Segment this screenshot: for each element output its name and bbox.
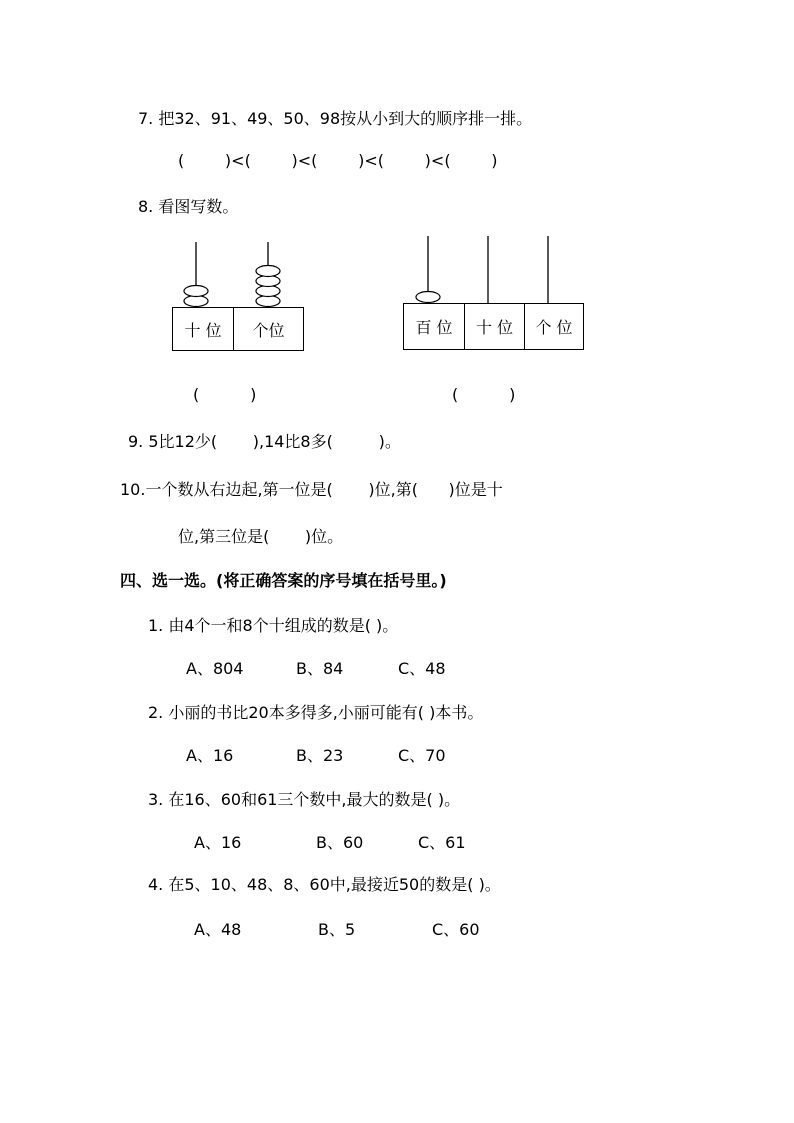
- choice-3-option-a: A、16: [194, 833, 242, 852]
- abacus2-hundreds-label: 百 位: [415, 318, 453, 337]
- choice-4-option-a: A、48: [194, 920, 242, 939]
- question-7-blanks: ( )<( )<( )<( )<( ): [178, 151, 498, 170]
- abacus-bead: [256, 296, 280, 307]
- abacus-bead: [184, 286, 208, 297]
- choice-question-4: 4. 在5、10、48、8、60中,最接近50的数是( )。: [148, 875, 501, 894]
- abacus1-answer-blank: ( ): [193, 385, 257, 404]
- abacus-bead: [184, 296, 208, 307]
- abacus-bead: [256, 286, 280, 297]
- choice-4-option-c: C、60: [432, 920, 480, 939]
- choice-2-option-b: B、23: [296, 746, 344, 765]
- choice-4-option-b: B、5: [318, 920, 356, 939]
- choice-question-3: 3. 在16、60和61三个数中,最大的数是( )。: [148, 790, 461, 809]
- abacus1-place-table: [172, 307, 304, 351]
- choice-question-1: 1. 由4个一和8个十组成的数是( )。: [148, 616, 399, 635]
- choice-1-option-b: B、84: [296, 659, 344, 678]
- choice-3-option-b: B、60: [316, 833, 364, 852]
- abacus1-ones-label: 个位: [233, 308, 303, 350]
- abacus2-place-table: [403, 303, 584, 350]
- abacus2-tens-label: 十 位: [464, 304, 524, 349]
- abacus2-ones-label: 个 位: [524, 304, 583, 349]
- choice-3-option-c: C、61: [418, 833, 466, 852]
- abacus-bead: [416, 292, 440, 303]
- question-8-text: 8. 看图写数。: [138, 197, 239, 216]
- question-7-text: 7. 把32、91、49、50、98按从小到大的顺序排一排。: [138, 109, 533, 128]
- abacus1-tens-beads: [184, 286, 208, 307]
- abacus1-tens-label: 十 位: [184, 320, 222, 340]
- choice-1-option-a: A、804: [186, 659, 244, 678]
- section-4-title: 四、选一选。(将正确答案的序号填在括号里。): [120, 571, 447, 590]
- abacus2-hundreds-beads: [416, 292, 440, 303]
- abacus-bead: [256, 266, 280, 277]
- question-10-line2: 位,第三位是( )位。: [178, 527, 344, 546]
- abacus2-answer-blank: ( ): [452, 385, 516, 404]
- choice-2-option-c: C、70: [398, 746, 446, 765]
- abacus1-ones-beads: [256, 266, 280, 307]
- choice-1-option-c: C、48: [398, 659, 446, 678]
- question-10-line1: 10.一个数从右边起,第一位是( )位,第( )位是十: [120, 480, 503, 499]
- abacus-bead: [256, 276, 280, 287]
- choice-question-2: 2. 小丽的书比20本多得多,小丽可能有( )本书。: [148, 703, 484, 722]
- question-9-text: 9. 5比12少( ),14比8多( )。: [128, 432, 401, 451]
- choice-2-option-a: A、16: [186, 746, 234, 765]
